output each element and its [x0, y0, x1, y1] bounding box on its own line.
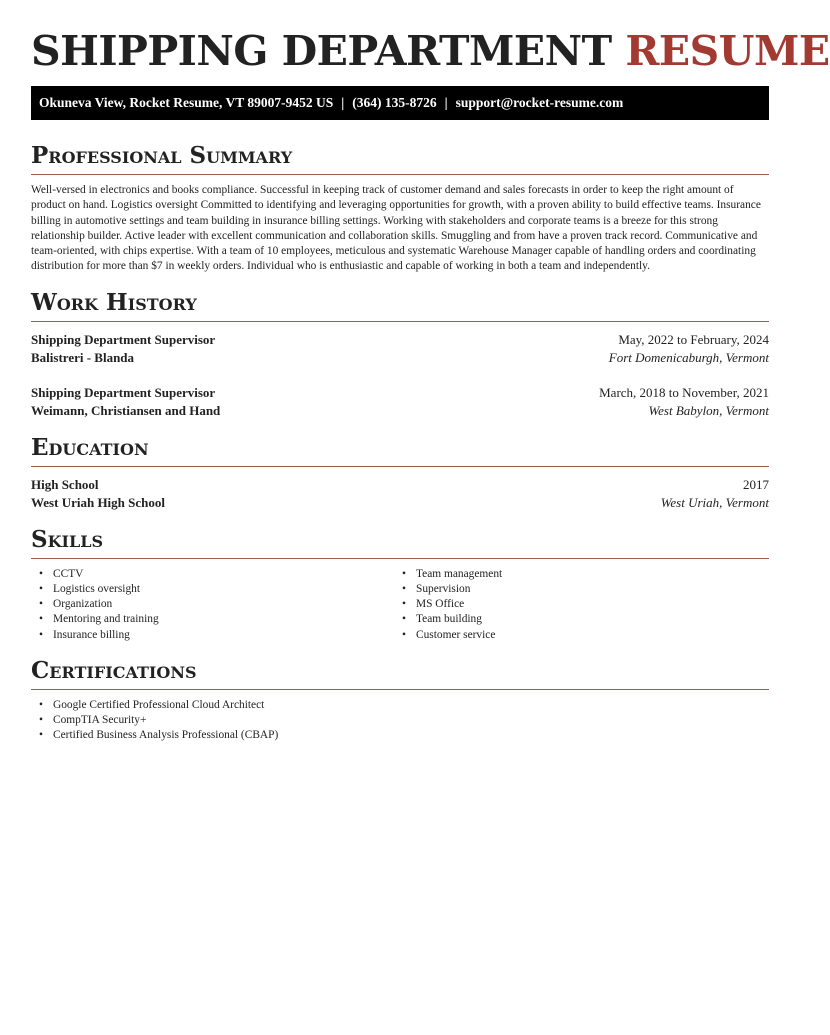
summary-heading: Professional Summary [31, 142, 769, 175]
contact-email: support@rocket-resume.com [455, 95, 624, 110]
resume-title [31, 0, 830, 75]
graduation-year: 2017 [743, 476, 769, 492]
work-entry [31, 331, 769, 367]
education-entry [31, 476, 769, 512]
education-heading: Education [31, 434, 769, 467]
certification-item: • CompTIA Security+ [31, 713, 769, 728]
school-name: West Uriah High School [31, 494, 165, 510]
skills-list-right [394, 567, 757, 643]
degree: High School [31, 476, 99, 492]
certifications-list [31, 698, 769, 744]
skill-item: • Mentoring and training [31, 612, 394, 627]
certification-item: • Google Certified Professional Cloud Architect [31, 698, 769, 713]
contact-bar [31, 86, 769, 120]
work-history-section [31, 289, 769, 420]
education-section [31, 434, 769, 512]
skills-heading: Skills [31, 526, 769, 559]
skill-item: • CCTV [31, 567, 394, 582]
work-history-heading: Work History [31, 289, 769, 322]
skill-item: • Team management [394, 567, 757, 582]
work-entry [31, 384, 769, 420]
certifications-section [31, 657, 769, 744]
job-title: Shipping Department Supervisor [31, 331, 216, 347]
title-accent: RESUME [625, 27, 830, 75]
job-dates: May, 2022 to February, 2024 [618, 331, 769, 347]
skill-item: • MS Office [394, 597, 757, 612]
skill-item: • Logistics oversight [31, 582, 394, 597]
summary-section [31, 142, 769, 275]
skills-list-left [31, 567, 394, 643]
skill-item: • Customer service [394, 628, 757, 643]
skill-item: • Supervision [394, 582, 757, 597]
skill-item: • Organization [31, 597, 394, 612]
job-title: Shipping Department Supervisor [31, 384, 216, 400]
summary-text: Well-versed in electronics and books compliance. Successful in keeping track of customer demand and sales forecasts in order to keep the right amount of product on hand. Logistics oversight Committed to identifying and leveraging opportunities for growth, with a proven ability to build effective teams. Insurance billing in automotive settings and team building in insurance billing settings. Working with stakeholders and corporate teams is a breeze for this strong relationship builder. Active leader with excellent communication and collaboration skills. Smuggling and from have a proven track record. Communicative and team-oriented, with chips expertise. With a team of 10 employees, meticulous and systematic Warehouse Manager capable of handling orders and coordinating distribution for more than $7 in weekly orders. Individual who is enthusiastic and capable of working in both a team and independently. [31, 184, 761, 273]
title-main: SHIPPING DEPARTMENT [31, 27, 612, 75]
contact-address: Okuneva View, Rocket Resume, VT 89007-9452 US [39, 95, 334, 110]
skills-section [31, 526, 769, 643]
company-name: Balistreri - Blanda [31, 349, 135, 365]
job-location: West Babylon, Vermont [648, 402, 769, 418]
job-location: Fort Domenicaburgh, Vermont [608, 349, 769, 365]
school-location: West Uriah, Vermont [660, 494, 769, 510]
certifications-heading: Certifications [31, 657, 769, 690]
contact-phone: (364) 135-8726 [352, 95, 437, 110]
skill-item: • Insurance billing [31, 628, 394, 643]
company-name: Weimann, Christiansen and Hand [31, 402, 221, 418]
job-dates: March, 2018 to November, 2021 [599, 384, 769, 400]
skill-item: • Team building [394, 612, 757, 627]
certification-item: • Certified Business Analysis Professional (CBAP) [31, 728, 769, 743]
contact-separator: | [341, 95, 345, 110]
contact-separator: | [444, 95, 448, 110]
skills-grid [31, 559, 769, 643]
